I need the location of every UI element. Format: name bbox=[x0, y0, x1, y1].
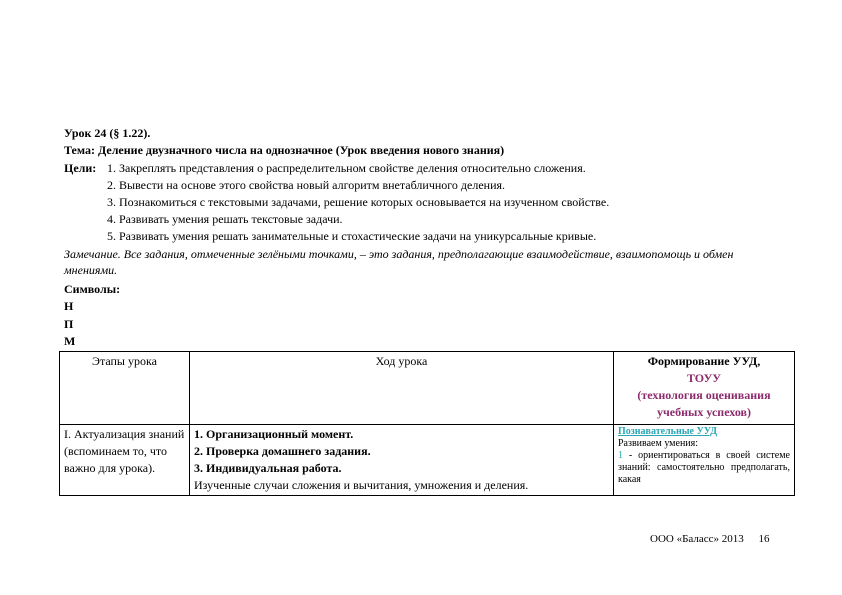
uud-technology: (технология оценивания учебных успехов) bbox=[637, 388, 771, 419]
goal-item: 3. Познакомиться с текстовыми задачами, решение которых основывается на изученном свойстве. bbox=[107, 195, 610, 209]
uud-cell bbox=[614, 425, 795, 496]
step-item: 3. Индивидуальная работа. bbox=[194, 461, 342, 475]
uud-item-number: 1 bbox=[618, 450, 623, 461]
symbol-m: М bbox=[64, 334, 76, 348]
goal-item: 2. Вывести на основе этого свойства новый алгоритм внетабличного деления. bbox=[107, 178, 506, 192]
page-footer bbox=[650, 533, 770, 545]
page-number: 16 bbox=[758, 533, 770, 545]
note-paragraph: Замечание. Все задания, отмеченные зелёными точками, – это задания, предполагающие взаимодействие, взаимопомощь и обмен мнениями. bbox=[64, 247, 734, 277]
goal-item: 5. Развивать умения решать занимательные и стохастические задачи на уникурсальные кривые. bbox=[107, 229, 597, 243]
goal-item: 4. Развивать умения решать текстовые задачи. bbox=[107, 212, 343, 226]
header-uud bbox=[614, 352, 795, 425]
symbol-p: П bbox=[64, 317, 74, 331]
footer-publisher: ООО «Баласс» 2013 bbox=[650, 533, 744, 545]
uud-title: Формирование УУД, bbox=[647, 354, 761, 368]
symbols-label: Символы: bbox=[64, 282, 121, 296]
theme-label: Тема: bbox=[64, 143, 95, 157]
uud-touu: ТОУУ bbox=[686, 371, 722, 385]
lesson-table bbox=[59, 351, 795, 496]
uud-link[interactable]: Познавательные УУД bbox=[618, 426, 718, 437]
course-cell bbox=[190, 425, 614, 496]
header-stages: Этапы урока bbox=[60, 352, 190, 425]
step-extra: Изученные случаи сложения и вычитания, умножения и деления. bbox=[194, 478, 529, 492]
step-item: 1. Организационный момент. bbox=[194, 427, 354, 441]
stage-cell bbox=[60, 425, 190, 496]
lesson-theme bbox=[64, 142, 504, 158]
goal-item: 1. Закреплять представления о распределительном свойстве деления относительно сложения. bbox=[107, 161, 586, 175]
uud-item bbox=[618, 450, 790, 486]
goals-label: Цели: bbox=[64, 161, 97, 175]
theme-text: Деление двузначного числа на однозначное (Урок введения нового знания) bbox=[97, 143, 505, 157]
uud-item-text: - ориентироваться в своей системе знаний: самостоятельно предполагать, какая bbox=[618, 450, 790, 485]
symbol-n: Н bbox=[64, 299, 74, 313]
lesson-title: Урок 24 (§ 1.22). bbox=[64, 126, 151, 140]
header-course: Ход урока bbox=[190, 352, 614, 425]
step-item: 2. Проверка домашнего задания. bbox=[194, 444, 371, 458]
stage-text: I. Актуализация знаний (вспоминаем то, что важно для урока). bbox=[64, 427, 185, 475]
table-row bbox=[60, 425, 795, 496]
uud-intro: Развиваем умения: bbox=[618, 438, 699, 449]
table-header-row bbox=[60, 352, 795, 425]
